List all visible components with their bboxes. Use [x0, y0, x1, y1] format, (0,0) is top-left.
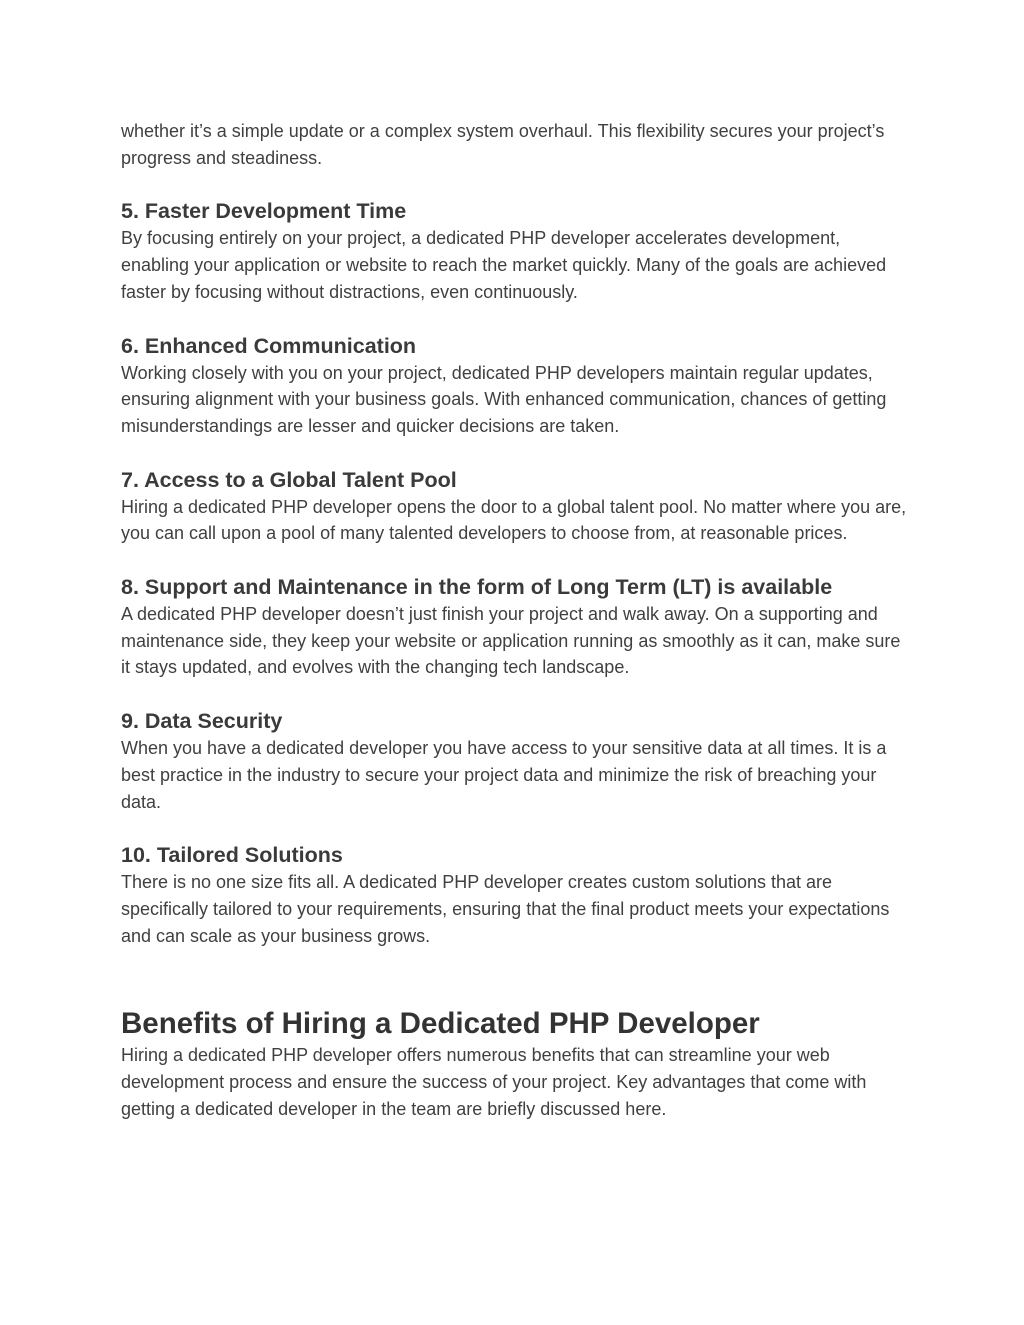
section-tailored-solutions [121, 841, 911, 949]
section-benefits [121, 1006, 911, 1122]
section-body: Working closely with you on your project, dedicated PHP developers maintain regular updates, ensuring alignment with your business goals. With enhanced communication, chances of getting misunderstandings are lesser and quicker decisions are taken. [121, 362, 887, 436]
section-heading: 8. Support and Maintenance in the form of Long Term (LT) is available [121, 575, 833, 600]
section-body: A dedicated PHP developer doesn’t just finish your project and walk away. On a supporting and maintenance side, they keep your website or application running as smoothly as it can, make sure it stays updated, and evolves with the changing tech landscape. [121, 604, 901, 678]
section-enhanced-communication [121, 332, 911, 440]
section-global-talent-pool [121, 466, 911, 547]
section-faster-development [121, 197, 911, 305]
section-body: Hiring a dedicated PHP developer opens the door to a global talent pool. No matter where you are, you can call upon a pool of many talented developers to choose from, at reasonable prices. [121, 496, 907, 544]
benefits-body: Hiring a dedicated PHP developer offers numerous benefits that can streamline your web development process and ensure the success of your project. Key advantages that come with getting a dedicated developer in the team are briefly discussed here. [121, 1045, 867, 1119]
intro-paragraph: whether it’s a simple update or a complex system overhaul. This flexibility secures your project’s progress and steadiness. [121, 121, 885, 168]
section-data-security [121, 707, 911, 815]
section-body: When you have a dedicated developer you have access to your sensitive data at all times. It is a best practice in the industry to secure your project data and minimize the risk of breaching your data. [121, 738, 887, 812]
section-heading: 5. Faster Development Time [121, 199, 407, 224]
section-heading: 7. Access to a Global Talent Pool [121, 467, 457, 492]
section-body: By focusing entirely on your project, a dedicated PHP developer accelerates development, enabling your application or website to reach the market quickly. Many of the goals are achieved faster by focusing without distractions, even continuously. [121, 228, 887, 302]
benefits-heading: Benefits of Hiring a Dedicated PHP Developer [121, 1007, 760, 1041]
section-heading: 6. Enhanced Communication [121, 333, 417, 358]
section-body: There is no one size fits all. A dedicated PHP developer creates custom solutions that are specifically tailored to your requirements, ensuring that the final product meets your expectations and can scale as your business grows. [121, 872, 890, 946]
document-page [121, 118, 911, 1122]
section-heading: 10. Tailored Solutions [121, 843, 343, 868]
section-heading: 9. Data Security [121, 709, 283, 734]
section-support-maintenance [121, 573, 911, 681]
